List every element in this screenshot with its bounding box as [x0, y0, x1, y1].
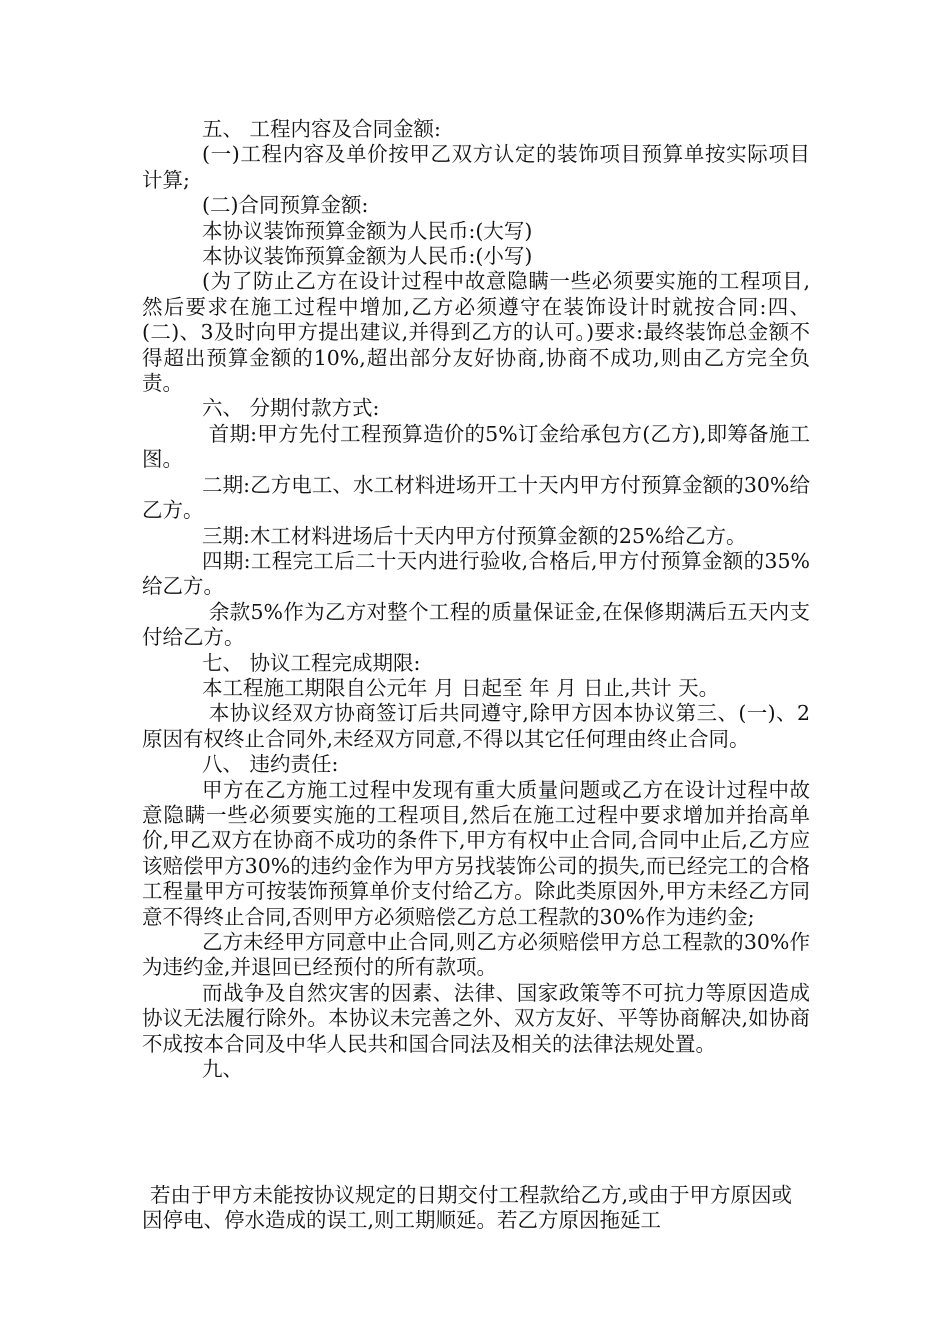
section-heading-7: 七、 协议工程完成期限:	[202, 650, 421, 675]
section-heading-6: 六、 分期付款方式:	[202, 396, 380, 421]
paragraph: 三期:木工材料进场后十天内甲方付预算金额的25%给乙方。	[202, 523, 747, 548]
paragraph: 首期:甲方先付工程预算造价的5%订金给承包方(乙方),即筹备施工图。	[142, 421, 810, 472]
section-heading-5: 五、 工程内容及合同金额:	[202, 117, 441, 141]
paragraph: 本协议装饰预算金额为人民币:(大写)	[202, 218, 533, 243]
paragraph-continued: 若由于甲方未能按协议规定的日期交付工程款给乙方,或由于甲方原因或因停电、停水造成的误工,则工期顺延。若乙方原因拖延工	[142, 1182, 793, 1232]
paragraph: 本协议装饰预算金额为人民币:(小写)	[202, 244, 533, 269]
paragraph: (为了防止乙方在设计过程中故意隐瞒一些必须要实施的工程项目,然后要求在施工过程中增加,乙方必须遵守在装饰设计时就按合同:四、(二)、3及时向甲方提出建议,并得到乙方的认可。)要求:最终装饰总金额不得超出预算金额的10%,超出部分友好协商,协商不成功,则由乙方完全负责。	[142, 269, 810, 396]
paragraph: (二)合同预算金额:	[202, 193, 369, 218]
paragraph: (一)工程内容及单价按甲乙双方认定的装饰项目预算单按实际项目计算;	[142, 142, 810, 192]
document-body	[142, 117, 810, 1082]
paragraph: 本协议经双方协商签订后共同遵守,除甲方因本协议第三、(一)、2原因有权终止合同外,未经双方同意,不得以其它任何理由终止合同。	[142, 701, 810, 751]
paragraph: 四期:工程完工后二十天内进行验收,合格后,甲方付预算金额的35%给乙方。	[142, 548, 810, 599]
section-heading-8: 八、 违约责任:	[202, 752, 339, 777]
paragraph: 二期:乙方电工、水工材料进场开工十天内甲方付预算金额的30%给乙方。	[142, 472, 810, 523]
paragraph: 乙方未经甲方同意中止合同,则乙方必须赔偿甲方总工程款的30%作为违约金,并退回已经预付的所有款项。	[142, 930, 810, 980]
paragraph: 余款5%作为乙方对整个工程的质量保证金,在保修期满后五天内支付给乙方。	[142, 599, 810, 650]
paragraph: 甲方在乙方施工过程中发现有重大质量问题或乙方在设计过程中故意隐瞒一些必须要实施的工程项目,然后在施工过程中要求增加并抬高单价,甲乙双方在协商不成功的条件下,甲方有权中止合同,合同中止后,乙方应该赔偿甲方30%的违约金作为甲方另找装饰公司的损失,而已经完工的合格工程量甲方可按装饰预算单价支付给乙方。除此类原因外,甲方未经乙方同意不得终止合同,否则甲方必须赔偿乙方总工程款的30%作为违约金;	[142, 777, 810, 929]
paragraph: 而战争及自然灾害的因素、法律、国家政策等不可抗力等原因造成协议无法履行除外。本协议未完善之外、双方友好、平等协商解决,如协商不成按本合同及中华人民共和国合同法及相关的法律法规处置。	[142, 980, 810, 1056]
section-heading-9: 九、	[202, 1057, 243, 1082]
paragraph: 本工程施工期限自公元年 月 日起至 年 月 日止,共计 天。	[202, 675, 720, 700]
